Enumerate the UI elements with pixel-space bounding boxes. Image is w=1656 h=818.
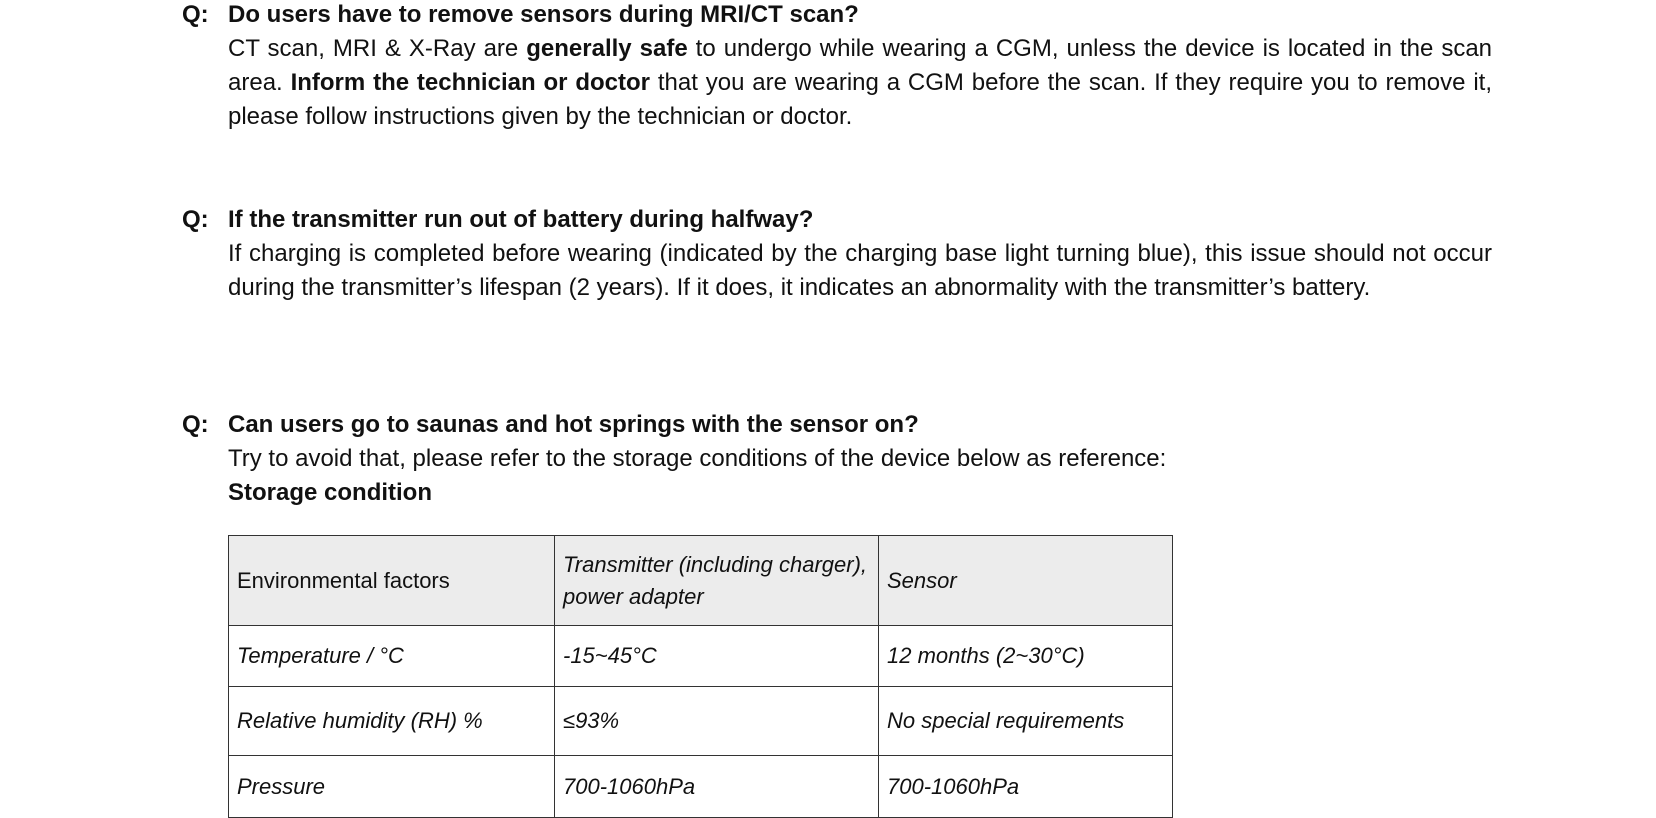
question-text: Do users have to remove sensors during MRI/CT scan? xyxy=(228,1,859,28)
storage-condition-heading: Storage condition xyxy=(228,479,432,506)
question-text: If the transmitter run out of battery during halfway? xyxy=(228,206,814,233)
answer-text xyxy=(228,32,1492,134)
question-line xyxy=(182,410,1492,440)
question-prefix: Q: xyxy=(182,411,209,438)
table-header-cell: Environmental factors xyxy=(229,536,555,626)
answer-segment: that you are wearing a CGM before the scan. If they require you to remove it, please follow instructions given by the technician or doctor. xyxy=(228,69,1493,130)
question-text: Can users go to saunas and hot springs with the sensor on? xyxy=(228,411,919,438)
answer-emphasis: Inform the technician or doctor xyxy=(290,69,650,96)
answer-text: If charging is completed before wearing (indicated by the charging base light turning blue), this issue should not occur during the transmitter’s lifespan (2 years). If it does, it indicates an abnormality with the transmitter’s battery. xyxy=(228,240,1492,301)
table-cell: Temperature / °C xyxy=(229,626,555,687)
answer-text: Try to avoid that, please refer to the storage conditions of the device below as reference: xyxy=(228,445,1167,472)
table-header-row xyxy=(229,536,1173,626)
question-line xyxy=(182,0,1492,30)
table-cell: ≤93% xyxy=(555,687,879,756)
question-prefix: Q: xyxy=(182,1,209,28)
question-line xyxy=(182,205,1492,235)
table-cell: Pressure xyxy=(229,756,555,818)
faq-item-mri-ct xyxy=(182,0,1492,134)
faq-item-sauna xyxy=(182,410,1492,510)
answer-emphasis: generally safe xyxy=(526,35,688,62)
storage-condition-table xyxy=(228,535,1173,818)
table-cell: 12 months (2~30°C) xyxy=(879,626,1173,687)
table-cell: 700-1060hPa xyxy=(879,756,1173,818)
answer-segment: CT scan, MRI & X-Ray are xyxy=(228,35,527,62)
table-header-cell: Transmitter (including charger), power adapter xyxy=(555,536,879,626)
table-row xyxy=(229,687,1173,756)
table-row xyxy=(229,756,1173,818)
table-cell: No special requirements xyxy=(879,687,1173,756)
faq-item-battery xyxy=(182,205,1492,305)
question-prefix: Q: xyxy=(182,206,209,233)
table-cell: -15~45°C xyxy=(555,626,879,687)
table-row xyxy=(229,626,1173,687)
answer-segment: to undergo while wearing a CGM, unless the device is located in the scan area. xyxy=(228,35,1493,96)
table-header-cell: Sensor xyxy=(879,536,1173,626)
table-cell: Relative humidity (RH) % xyxy=(229,687,555,756)
table-cell: 700-1060hPa xyxy=(555,756,879,818)
